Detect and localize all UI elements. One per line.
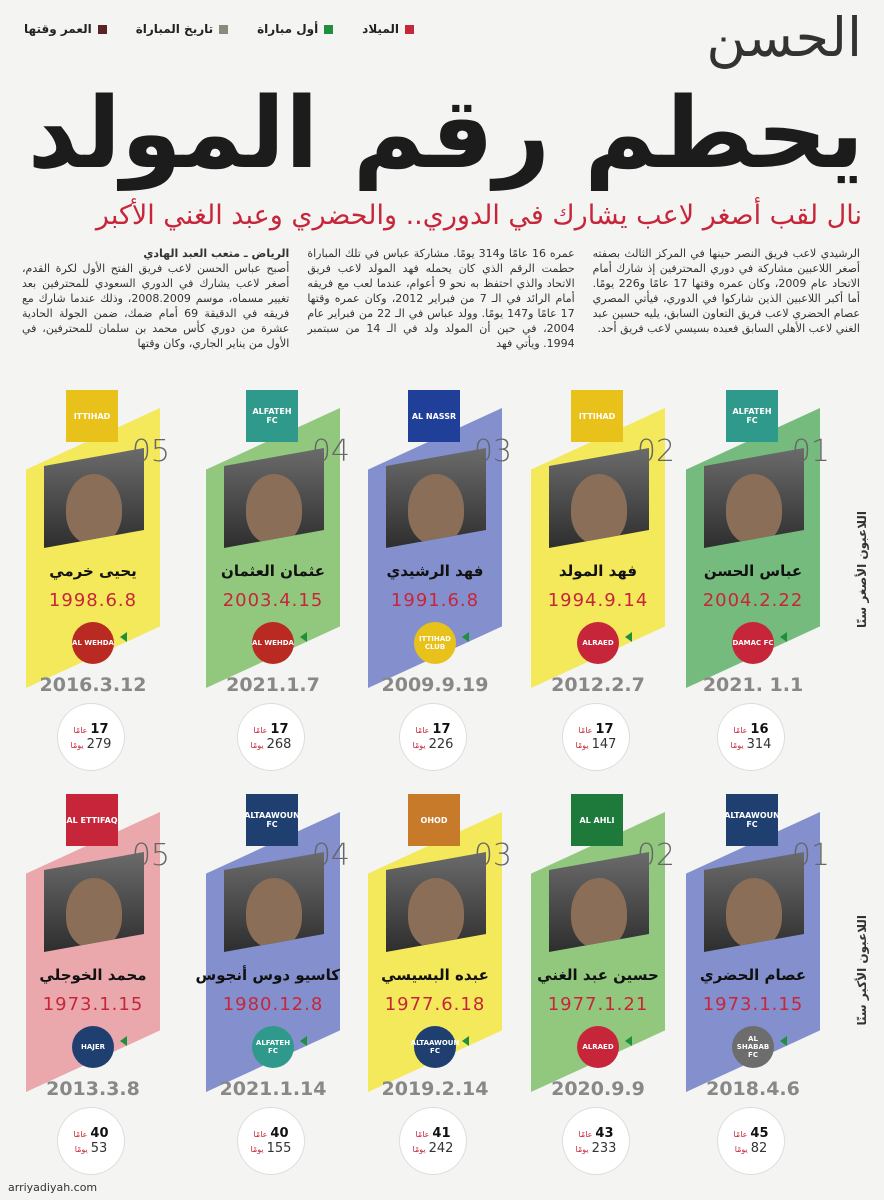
age-circle (238, 704, 304, 770)
age-circle (400, 704, 466, 770)
age-days: 82 (750, 1141, 768, 1156)
age-days: 155 (266, 1141, 292, 1156)
age-years-label: عامًا (415, 726, 430, 735)
player-name: عباس الحسن (703, 562, 803, 580)
age-years: 17 (432, 722, 451, 737)
age-years-row (73, 1126, 108, 1141)
article-column-1: الرياض ـ متعب العبد الهادي أصبح عباس الحسن لاعب فريق الفتح الأول لكرة القدم، أصغر لاعب يشارك في الدوري السعودي للمحترفين بعد تغيير مسماه، موسم 2008.2009، وذلك عندما شارك مع فريقه في الدقيقة 69 أمام ضمك، ضمن الجولة الحادية عشرة من دوري كأس محمد بن سلمان للمحترفين، في الأول من يناير الجاري، وكان وقتها (22, 247, 290, 350)
legend-item-birth: الميلاد (362, 18, 414, 40)
age-days-row (731, 737, 772, 752)
team-logo: AL ETTIFAQ (66, 794, 118, 846)
age-circle (58, 1108, 124, 1174)
team-logo: ALTAAWOUN FC (726, 794, 778, 846)
first-match-marker (625, 1036, 632, 1046)
rank-number: 01 (791, 838, 830, 873)
player-face (246, 474, 302, 544)
first-match-date: 2013.3.8 (46, 1078, 140, 1100)
age-days-label: يومًا (250, 1145, 264, 1154)
birth-date: 2004.2.22 (702, 590, 804, 611)
rank-number: 02 (636, 838, 675, 873)
first-match-marker (120, 1036, 127, 1046)
opponent-club-logo: ALRAED (577, 622, 619, 664)
first-match-marker (300, 1036, 307, 1046)
headline: يحطم رقم المولد (27, 77, 864, 191)
team-logo: ALTAAWOUN FC (246, 794, 298, 846)
age-years-label: عامًا (73, 1130, 88, 1139)
birth-date: 1998.6.8 (48, 590, 138, 611)
age-days-label: يومًا (575, 741, 589, 750)
age-days-row (413, 1141, 454, 1156)
player-face (571, 878, 627, 948)
first-match-marker (780, 1036, 787, 1046)
first-match-date: 2009.9.19 (381, 674, 489, 696)
player-name: كاسيو دوس أنجوس (195, 966, 340, 984)
age-days-row (413, 737, 454, 752)
rank-number: 04 (311, 838, 350, 873)
age-years-label: عامًا (253, 726, 268, 735)
first-match-date: 2021.1.7 (226, 674, 320, 696)
age-days-label: يومًا (74, 1145, 88, 1154)
opponent-club-logo: AL SHABAB FC (732, 1026, 774, 1068)
player-face (408, 474, 464, 544)
legend-item-first-match: أول مباراة (257, 18, 333, 40)
age-years-row (253, 722, 288, 737)
first-match-date: 2020.9.9 (551, 1078, 645, 1100)
age-years: 17 (90, 722, 109, 737)
age-years-label: عامًا (733, 726, 748, 735)
opponent-club-logo: DAMAC FC (732, 622, 774, 664)
first-match-marker (625, 632, 632, 642)
birth-date: 2003.4.15 (222, 590, 324, 611)
birth-date: 1980.12.8 (222, 994, 324, 1015)
youngest-card (362, 378, 512, 778)
age-days-row (576, 1141, 617, 1156)
age-years: 45 (750, 1126, 769, 1141)
age-days-row (251, 737, 292, 752)
birth-date: 1977.1.21 (547, 994, 649, 1015)
rank-number: 03 (473, 838, 512, 873)
player-name: عصام الحضري (699, 966, 807, 984)
article-body (22, 246, 860, 364)
age-circle (718, 704, 784, 770)
age-circle (238, 1108, 304, 1174)
player-name: فهد المولد (558, 562, 638, 580)
age-days: 242 (428, 1141, 454, 1156)
age-days-row (251, 1141, 292, 1156)
first-match-date: 2012.2.7 (551, 674, 645, 696)
age-days-label: يومًا (412, 1145, 426, 1154)
headline-kicker: الحسن (706, 6, 862, 69)
player-face (246, 878, 302, 948)
oldest-card (362, 782, 512, 1182)
youngest-card (680, 378, 830, 778)
player-face (66, 878, 122, 948)
oldest-card (525, 782, 675, 1182)
rank-number: 05 (131, 434, 170, 469)
first-match-marker (120, 632, 127, 642)
age-days-label: يومًا (70, 741, 84, 750)
opponent-club-logo: HAJER (72, 1026, 114, 1068)
age-years-row (73, 722, 108, 737)
team-logo: ITTIHAD (66, 390, 118, 442)
age-days-label: يومًا (734, 1145, 748, 1154)
age-years-label: عامًا (733, 1130, 748, 1139)
age-circle (718, 1108, 784, 1174)
age-circle (563, 1108, 629, 1174)
age-years-label: عامًا (73, 726, 88, 735)
age-days-row (71, 737, 112, 752)
birth-date: 1994.9.14 (547, 590, 649, 611)
oldest-card (680, 782, 830, 1182)
player-face (726, 878, 782, 948)
rank-number: 03 (473, 434, 512, 469)
rank-number: 04 (311, 434, 350, 469)
rank-number: 05 (131, 838, 170, 873)
first-match-date: 2019.2.14 (381, 1078, 489, 1100)
player-name: فهد الرشيدي (386, 562, 484, 580)
opponent-club-logo: ITTIHAD CLUB (414, 622, 456, 664)
byline: الرياض ـ متعب العبد الهادي (143, 247, 290, 260)
age-years: 43 (595, 1126, 614, 1141)
age-years: 40 (270, 1126, 289, 1141)
opponent-club-logo: ALFATEH FC (252, 1026, 294, 1068)
player-face (66, 474, 122, 544)
team-logo: AL NASSR (408, 390, 460, 442)
first-match-marker (462, 632, 469, 642)
age-years: 17 (595, 722, 614, 737)
footer-source: arriyadiyah.com (8, 1181, 98, 1194)
first-match-date: 2016.3.12 (39, 674, 147, 696)
age-years-row (578, 1126, 613, 1141)
age-days-label: يومًا (575, 1145, 589, 1154)
player-name: محمد الخوجلي (39, 966, 147, 984)
team-logo: ALFATEH FC (726, 390, 778, 442)
first-match-date: 2018.4.6 (706, 1078, 800, 1100)
side-label-youngest: اللاعبون الأصغر سنًا (855, 511, 869, 629)
player-name: حسين عبد الغني (537, 966, 659, 984)
age-years-label: عامًا (578, 1130, 593, 1139)
age-days: 226 (428, 737, 454, 752)
rank-number: 02 (636, 434, 675, 469)
age-years-label: عامًا (578, 726, 593, 735)
first-match-marker (780, 632, 787, 642)
legend-swatch (324, 25, 333, 34)
age-years-row (733, 1126, 768, 1141)
age-circle (400, 1108, 466, 1174)
age-years: 17 (270, 722, 289, 737)
youngest-card (525, 378, 675, 778)
player-face (726, 474, 782, 544)
age-days: 233 (591, 1141, 617, 1156)
first-match-marker (300, 632, 307, 642)
age-years-row (578, 722, 613, 737)
age-days: 53 (90, 1141, 108, 1156)
team-logo: OHOD (408, 794, 460, 846)
legend-item-match-date: تاريخ المباراة (136, 18, 228, 40)
age-days-row (735, 1141, 768, 1156)
age-days-label: يومًا (412, 741, 426, 750)
side-label-oldest: اللاعبون الأكبر سنًا (855, 914, 869, 1026)
player-face (571, 474, 627, 544)
age-years-row (733, 722, 768, 737)
opponent-club-logo: ALTAAWOUN FC (414, 1026, 456, 1068)
player-name: يحيى خرمي (49, 562, 137, 580)
age-years-label: عامًا (253, 1130, 268, 1139)
player-name: عبده البسيسي (381, 966, 489, 984)
birth-date: 1991.6.8 (390, 590, 480, 611)
age-years: 40 (90, 1126, 109, 1141)
first-match-date: 2021. 1.1 (702, 674, 804, 696)
article-column-2: عمره 16 عامًا و314 يومًا. مشاركة عباس في تلك المباراة حطمت الرقم الذي كان يحمله فهد المولد لاعب فريق الاتحاد والذي احتفظ به نحو 9 أعوام، عندما لعب مع فريقه أمام الرائد في الـ 7 من فبراير 2012، وكان عمره وقتها 17 عامًا و147 يومًا. وولد عباس في الـ 22 من فبراير عام 2004، في حين أن المولد ولد في الـ 14 من سبتمبر 1994. ويأتي فهد (307, 247, 575, 350)
rank-number: 01 (791, 434, 830, 469)
age-days: 314 (746, 737, 772, 752)
age-years: 41 (432, 1126, 451, 1141)
age-years: 16 (750, 722, 769, 737)
team-logo: AL AHLI (571, 794, 623, 846)
age-years-row (415, 722, 450, 737)
youngest-card (20, 378, 170, 778)
first-match-marker (462, 1036, 469, 1046)
age-circle (58, 704, 124, 770)
birth-date: 1973.1.15 (42, 994, 144, 1015)
legend-swatch (405, 25, 414, 34)
article-column-3: الرشيدي لاعب فريق النصر حينها في المركز الثالث بصفته أصغر اللاعبين مشاركة في دوري المحترفين إذ شارك أمام الاتحاد عام 2009، وكان عمره وقتها 17 عامًا و226 يومًا. أما أكبر اللاعبين الذين شاركوا في الدوري، فيأتي المصري عصام الحضري لاعب فريق التعاون السابق، يليه حسين عبد الغني لاعب الأهلي السابق فعبده بسيسي لاعب فريق أحد. (592, 247, 860, 335)
legend (24, 18, 414, 40)
age-days-row (75, 1141, 108, 1156)
player-name: عثمان العثمان (221, 562, 325, 580)
age-circle (563, 704, 629, 770)
oldest-card (20, 782, 170, 1182)
age-days: 147 (591, 737, 617, 752)
legend-swatch (98, 25, 107, 34)
opponent-club-logo: AL WEHDA (72, 622, 114, 664)
legend-swatch (219, 25, 228, 34)
age-days: 279 (86, 737, 112, 752)
age-years-label: عامًا (415, 1130, 430, 1139)
player-face (408, 878, 464, 948)
opponent-club-logo: ALRAED (577, 1026, 619, 1068)
first-match-date: 2021.1.14 (219, 1078, 327, 1100)
birth-date: 1977.6.18 (384, 994, 486, 1015)
subtitle: نال لقب أصغر لاعب يشارك في الدوري.. والحضري وعبد الغني الأكبر (95, 200, 862, 231)
age-years-row (253, 1126, 288, 1141)
youngest-card (200, 378, 350, 778)
age-days-label: يومًا (730, 741, 744, 750)
birth-date: 1973.1.15 (702, 994, 804, 1015)
team-logo: ALFATEH FC (246, 390, 298, 442)
age-days: 268 (266, 737, 292, 752)
age-years-row (415, 1126, 450, 1141)
age-days-row (576, 737, 617, 752)
age-days-label: يومًا (250, 741, 264, 750)
team-logo: ITTIHAD (571, 390, 623, 442)
legend-item-age: العمر وقتها (24, 18, 107, 40)
oldest-card (195, 782, 350, 1182)
opponent-club-logo: AL WEHDA (252, 622, 294, 664)
